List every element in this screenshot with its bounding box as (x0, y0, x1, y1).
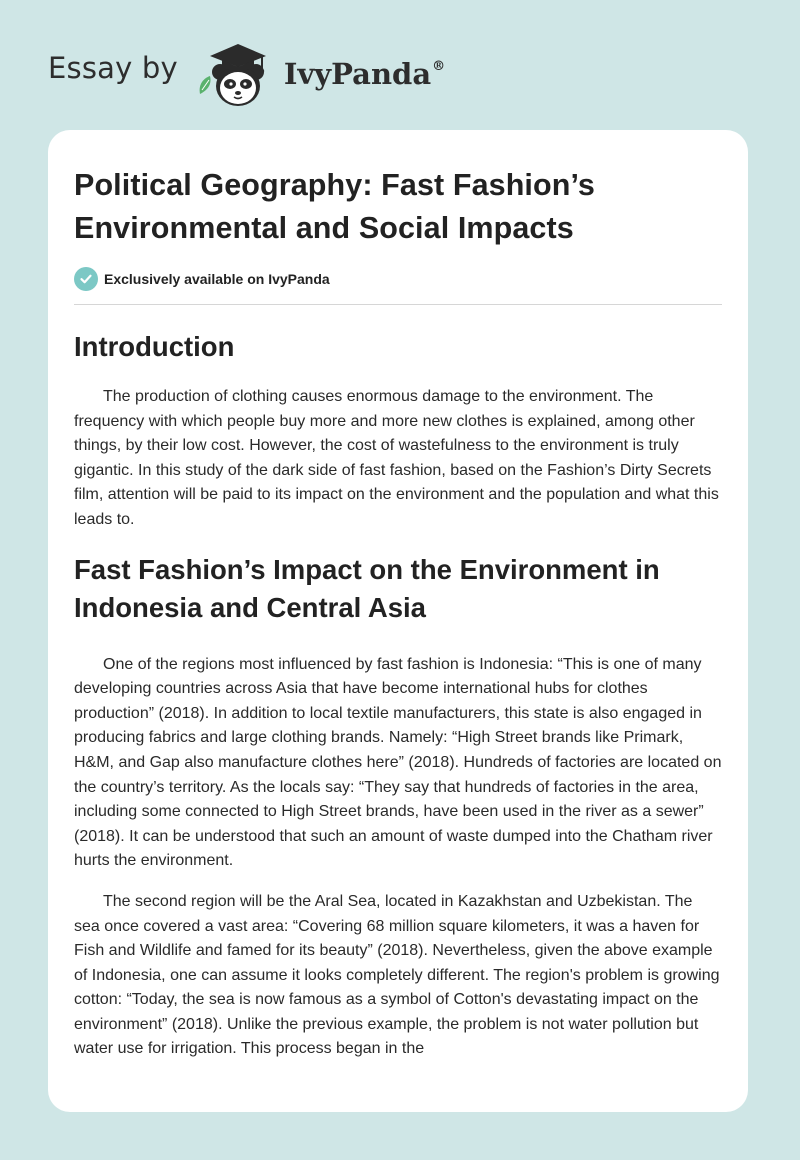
brand-prefix: Essay by (48, 51, 178, 85)
paragraph: One of the regions most influenced by fast fashion is Indonesia: “This is one of many developing countries across Asia that have become international hubs for clothes production” (2018). In addition to local textile manufacturers, this state is also engaged in producing fabrics and large clothing brands. Namely: “High Street brands like Primark, H&M, and Gap also manufacture clothes here” (2018). Hundreds of factories are located on the country’s territory. As the locals say: “They say that hundreds of factories in the area, including some connected to High Street brands, have been used in the river as a sewer” (2018). It can be understood that such an amount of waste dumped into the Chatham river hurts the environment. (74, 655, 722, 870)
site-header (48, 34, 445, 110)
paragraph: The second region will be the Aral Sea, located in Kazakhstan and Uzbekistan. The sea once covered a vast area: “Covering 68 million square kilometers, it was a haven for Fish and Wildlife and famed for its beauty” (2018). Nevertheless, given the above example of Indonesia, one can assume it looks completely different. The region's problem is growing cotton: “Today, the sea is now famous as a symbol of Cotton's devastating impact on the environment” (2018). Unlike the previous example, the problem is not water pollution but water use for irrigation. This process began in the (74, 892, 720, 1058)
essay-title: Political Geography: Fast Fashion’s Environmental and Social Impacts (74, 168, 595, 245)
check-icon (74, 267, 98, 291)
exclusive-label: Exclusively available on IvyPanda (104, 271, 330, 287)
section-heading-impact: Fast Fashion’s Impact on the Environment in Indonesia and Central Asia (74, 553, 660, 623)
brand-name[interactable] (284, 57, 445, 91)
divider (74, 304, 722, 305)
section-heading-introduction: Introduction (74, 331, 235, 362)
exclusive-badge (74, 266, 722, 292)
brand-name-text[interactable]: IvyPanda (283, 57, 432, 91)
paragraph: The production of clothing causes enormous damage to the environment. The frequency with which people buy more and more new clothes is explained, among other things, by their low cost. However, the cost of wastefulness to the environment is truly gigantic. In this study of the dark side of fast fashion, based on the Fashion’s Dirty Secrets film, attention will be paid to its impact on the environment and the population and what this leads to. (74, 388, 719, 528)
panda-graduate-logo-icon[interactable] (192, 34, 284, 110)
essay-card (48, 130, 748, 1112)
registered-mark: ® (432, 59, 446, 74)
